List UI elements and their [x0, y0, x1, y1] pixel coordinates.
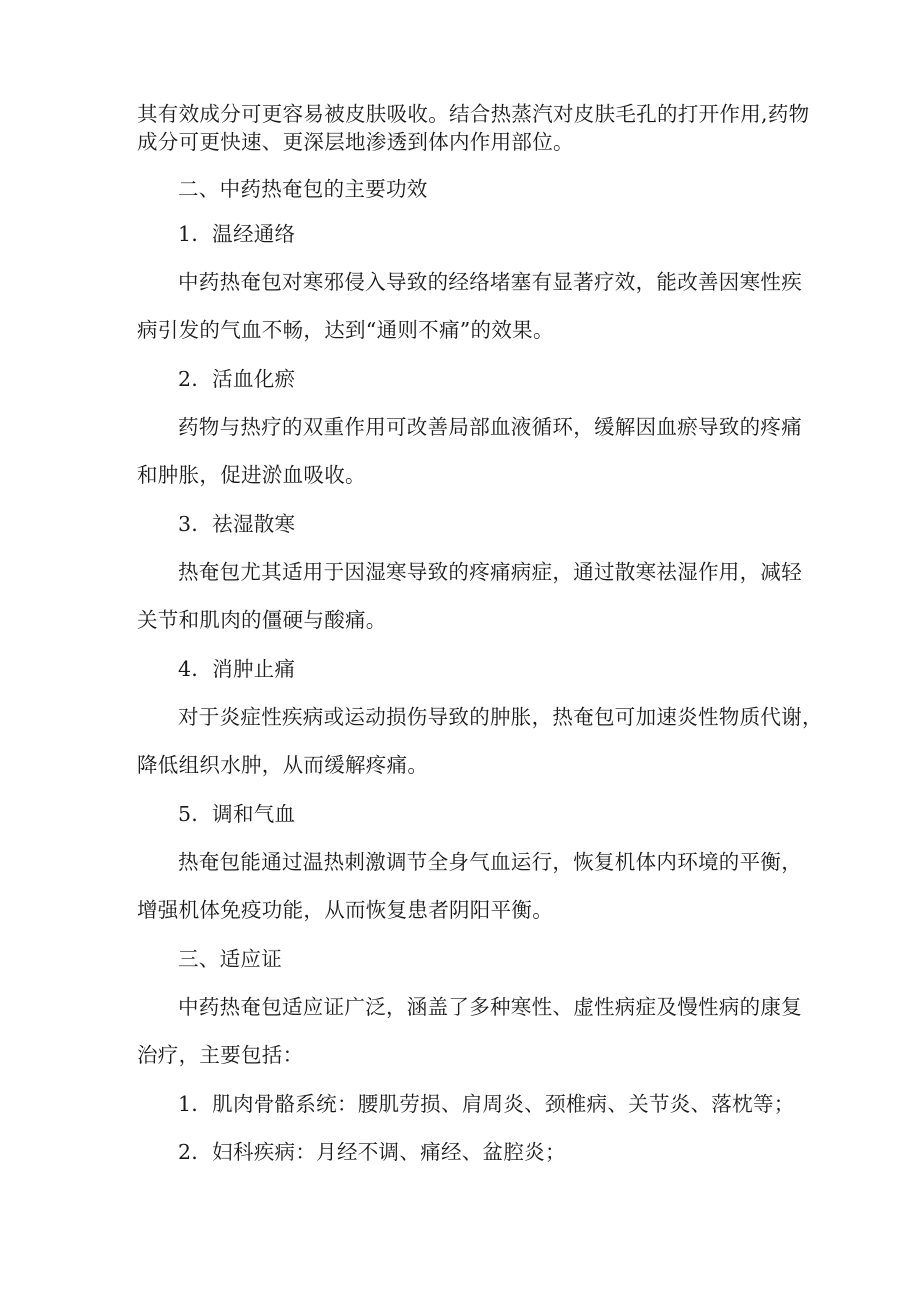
list-item: 2．妇科疾病：月经不调、痛经、盆腔炎； [178, 1140, 566, 1164]
subsection-heading: 4．消肿止痛 [178, 657, 296, 681]
paragraph-line: 对于炎症性疾病或运动损伤导致的肿胀，热奄包可加速炎性物质代谢， [178, 705, 823, 729]
paragraph-line: 治疗，主要包括： [137, 1043, 304, 1067]
paragraph-line: 中药热奄包适应证广泛，涵盖了多种寒性、虚性病症及慢性病的康复 [178, 995, 802, 1019]
subsection-heading: 3．祛湿散寒 [178, 512, 296, 536]
paragraph-line: 和肿胀，促进淤血吸收。 [137, 463, 366, 487]
paragraph-line: 增强机体免疫功能，从而恢复患者阴阳平衡。 [137, 898, 553, 922]
list-item: 1．肌肉骨骼系统：腰肌劳损、肩周炎、颈椎病、关节炎、落枕等； [178, 1092, 795, 1116]
subsection-heading: 1．温经通络 [178, 222, 296, 246]
subsection-heading: 2．活血化瘀 [178, 367, 296, 391]
section-heading: 三、适应证 [178, 947, 282, 971]
paragraph-line: 中药热奄包对寒邪侵入导致的经络堵塞有显著疗效，能改善因寒性疾 [178, 270, 802, 294]
subsection-heading: 5．调和气血 [178, 802, 296, 826]
paragraph-line: 其有效成分可更容易被皮肤吸收。结合热蒸汽对皮肤毛孔的打开作用,药物 [137, 102, 810, 126]
paragraph-line: 病引发的气血不畅，达到“通则不痛”的效果。 [137, 318, 554, 342]
paragraph-line: 药物与热疗的双重作用可改善局部血液循环，缓解因血瘀导致的疼痛 [178, 415, 802, 439]
section-heading: 二、中药热奄包的主要功效 [178, 177, 428, 201]
paragraph-line: 热奄包能通过温热刺激调节全身气血运行，恢复机体内环境的平衡， [178, 850, 802, 874]
paragraph-line: 热奄包尤其适用于因湿寒导致的疼痛病症，通过散寒祛湿作用，减轻 [178, 560, 802, 584]
paragraph-line: 降低组织水肿，从而缓解疼痛。 [137, 753, 429, 777]
paragraph-line: 成分可更快速、更深层地渗透到体内作用部位。 [137, 130, 574, 154]
paragraph-line: 关节和肌肉的僵硬与酸痛。 [137, 608, 387, 632]
